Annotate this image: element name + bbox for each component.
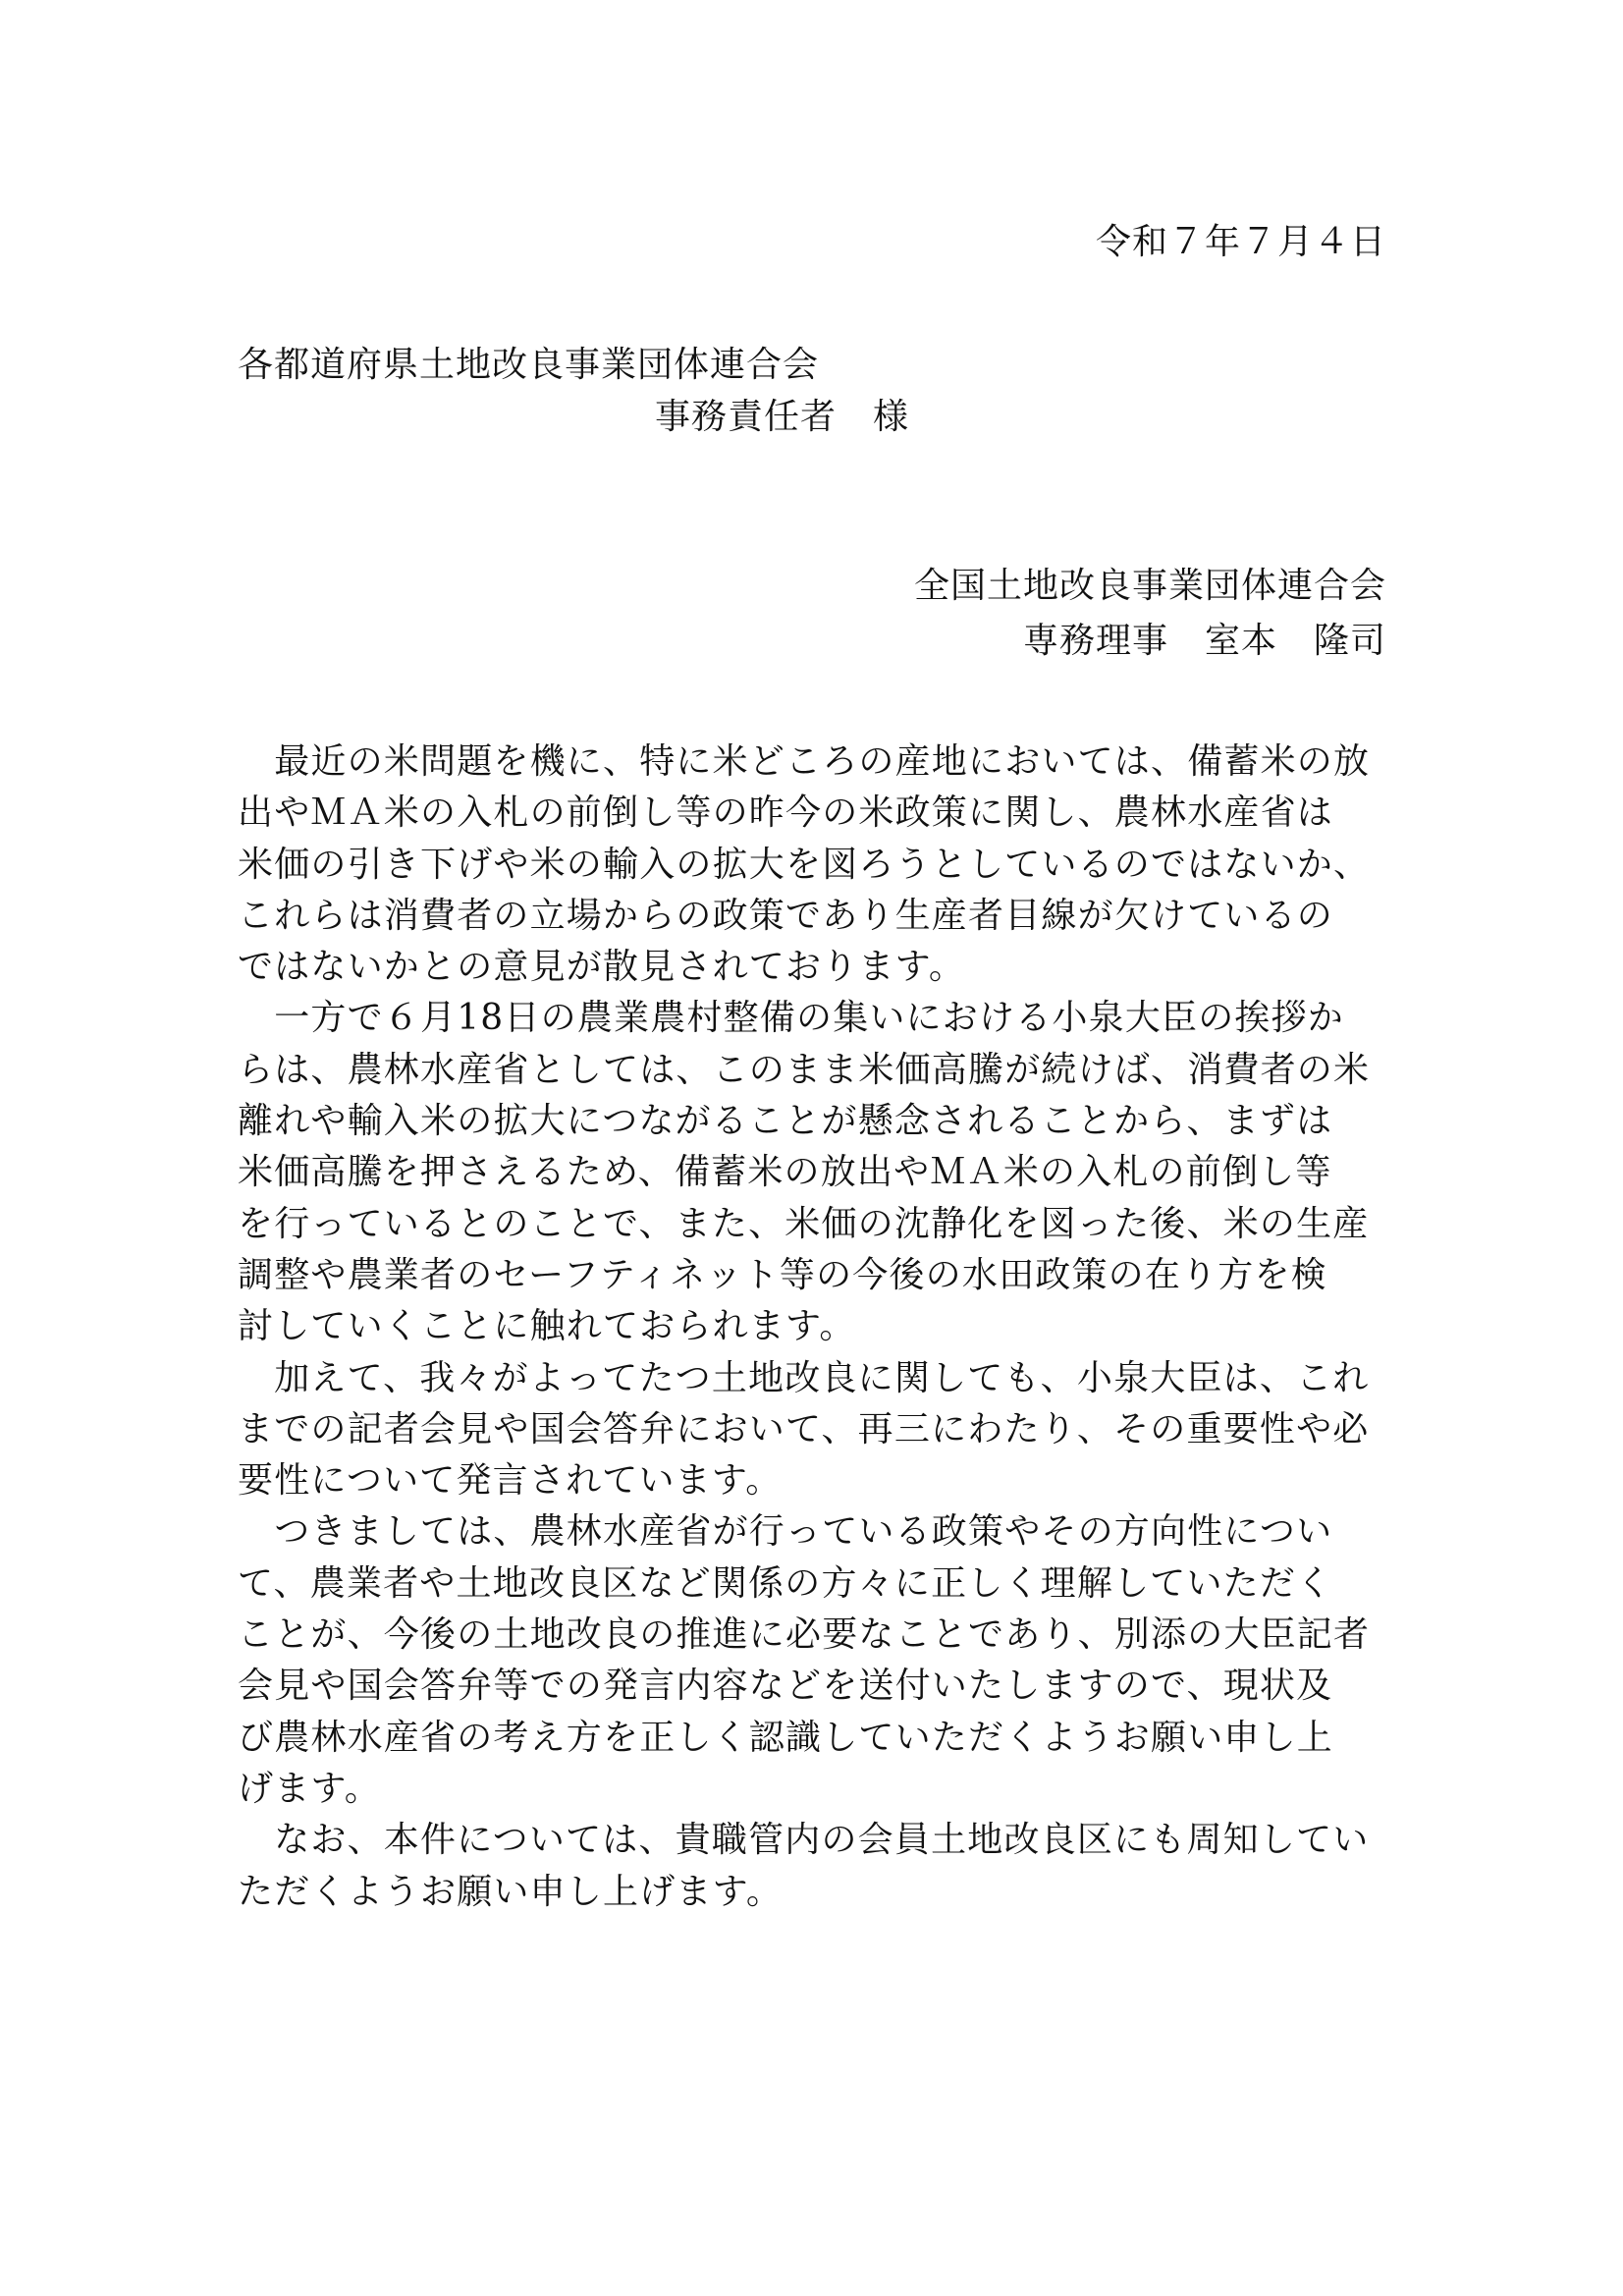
recipient-title: 事務責任者 様: [655, 397, 910, 437]
body-line: までの記者会見や国会答弁において、再三にわたり、その重要性や必: [238, 1408, 1370, 1449]
recipient-organization: 各都道府県土地改良事業団体連合会: [238, 345, 820, 385]
body-line: て、農業者や土地改良区など関係の方々に正しく理解していただく: [238, 1562, 1333, 1604]
body-line: 米価高騰を押さえるため、備蓄米の放出やＭＡ米の入札の前倒し等: [238, 1152, 1332, 1193]
body-line: らは、農林水産省としては、このまま米価高騰が続けば、消費者の米: [238, 1049, 1371, 1090]
body-line: 会見や国会答弁等での発言内容などを送付いたしますので、現状及: [238, 1666, 1333, 1707]
body-line: これらは消費者の立場からの政策であり生産者目線が欠けているの: [238, 895, 1334, 936]
body-line: 米価の引き下げや米の輸入の拡大を図ろうとしているのではないか、: [238, 844, 1371, 885]
body-line: 離れや輸入米の拡大につながることが懸念されることから、まずは: [238, 1101, 1333, 1142]
body-line: 最近の米問題を機に、特に米どころの産地においては、備蓄米の放: [238, 741, 1371, 782]
body-line: なお、本件については、貴職管内の会員土地改良区にも周知してい: [238, 1820, 1370, 1861]
letter-date: 令和７年７月４日: [1095, 222, 1386, 262]
body-line: げます。: [238, 1768, 381, 1809]
body-line: 討していくことに触れておられます。: [238, 1306, 856, 1347]
body-line: を行っているとのことで、また、米価の沈静化を図った後、米の生産: [238, 1203, 1370, 1244]
body-line: 要性について発言されています。: [238, 1460, 783, 1502]
body-line: ことが、今後の土地改良の推進に必要なことであり、別添の大臣記者: [238, 1614, 1371, 1656]
body-line: 一方で６月18日の農業農村整備の集いにおける小泉大臣の挨拶か: [238, 998, 1345, 1039]
body-line: つきましては、農林水産省が行っている政策やその方向性につい: [238, 1511, 1333, 1553]
body-line: ただくようお願い申し上げます。: [238, 1871, 784, 1912]
sender-name: 専務理事 室本 隆司: [1022, 621, 1386, 661]
sender-organization: 全国土地改良事業団体連合会: [913, 566, 1386, 606]
body-line: 調整や農業者のセーフティネット等の今後の水田政策の在り方を検: [238, 1254, 1327, 1295]
body-line: び農林水産省の考え方を正しく認識していただくようお願い申し上: [238, 1717, 1334, 1758]
body-line: 加えて、我々がよってたつ土地改良に関しても、小泉大臣は、これ: [238, 1357, 1370, 1398]
body-line: ではないかとの意見が散見されております。: [238, 947, 966, 988]
letter-body: [238, 737, 1396, 1918]
body-line: 出やＭＡ米の入札の前倒し等の昨今の米政策に関し、農林水産省は: [238, 793, 1334, 834]
